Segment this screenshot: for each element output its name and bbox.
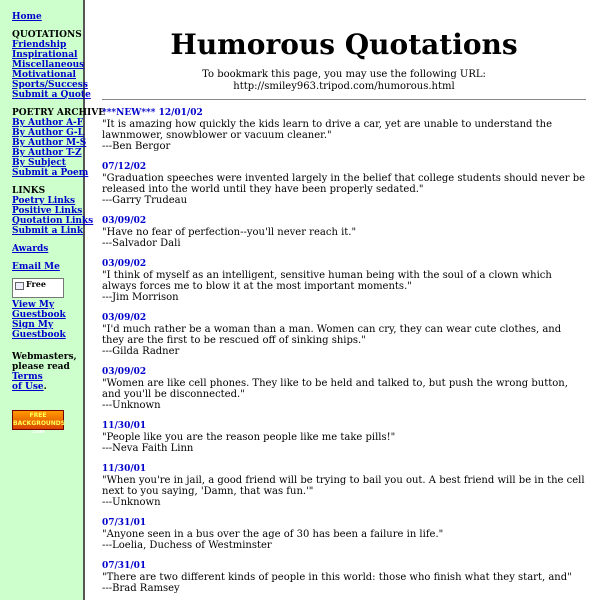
- terms-link-part-1[interactable]: Terms: [12, 372, 43, 382]
- sign-guestbook-link[interactable]: [12, 320, 83, 340]
- bookmark-url: http://smiley963.tripod.com/humorous.html: [233, 81, 455, 92]
- sidebar-link-by-subject[interactable]: By Subject: [12, 158, 66, 168]
- quote-entry: [102, 561, 586, 594]
- sidebar-link-author-g-l[interactable]: By Author G-L: [12, 128, 84, 138]
- quote-author: ---Loelia, Duchess of Westminster: [102, 540, 272, 551]
- quote-date: 03/09/02: [102, 259, 147, 269]
- quote-date: 11/30/01: [102, 464, 147, 474]
- webmasters-label: Webmasters,: [12, 352, 77, 362]
- please-read-label: please read: [12, 362, 70, 372]
- quote-date: 07/12/02: [102, 162, 147, 172]
- guestbook-icon: [15, 282, 24, 290]
- quote-author: ---Unknown: [102, 497, 161, 508]
- quote-author: ---Brad Ramsey: [102, 583, 180, 594]
- quote-text: "When you're in jail, a good friend will be trying to bail you out. A best friend will be in the cell next to you saying, 'Damn, that was fun.'": [102, 475, 585, 497]
- sidebar-link-sports-success[interactable]: Sports/Success: [12, 80, 88, 90]
- webmasters-period: .: [43, 382, 47, 392]
- quote-date: 03/09/02: [102, 367, 147, 377]
- quote-date: 03/09/02: [102, 216, 147, 226]
- terms-link-part-2[interactable]: of Use: [12, 382, 44, 392]
- sign-guestbook-label-1: Sign My: [12, 320, 54, 330]
- quote-text: "I think of myself as an intelligent, sensitive human being with the soul of a clown which always forces me to blow it at the most important moments.": [102, 270, 552, 292]
- sidebar-link-email[interactable]: Email Me: [12, 262, 60, 272]
- quote-entry: [102, 421, 586, 454]
- quote-text: "There are two different kinds of people in this world: those who finish what they start, and": [102, 572, 572, 583]
- quote-entry: [102, 216, 586, 249]
- sidebar-heading-links: LINKS: [12, 186, 46, 196]
- view-guestbook-label-2: Guestbook: [12, 310, 66, 320]
- quote-text: "I'd much rather be a woman than a man. Women can cry, they can wear cute clothes, and they are the first to be rescued off of sinking ships.": [102, 324, 562, 346]
- quote-author: ---Garry Trudeau: [102, 195, 188, 206]
- sidebar-link-awards[interactable]: Awards: [12, 244, 49, 254]
- quote-text: "Graduation speeches were invented largely in the belief that college students should never be released into the world until they have been properly sedated.": [102, 173, 586, 195]
- quote-entry: [102, 367, 586, 411]
- sidebar-link-submit-poem[interactable]: Submit a Poem: [12, 168, 89, 178]
- quote-entry: [102, 518, 586, 551]
- quote-entry: [102, 162, 586, 206]
- quote-text: "Anyone seen in a bus over the age of 30 has been a failure in life.": [102, 529, 444, 540]
- banner-top-text: FREE BACKGROUNDS: [13, 412, 66, 427]
- quote-author: ---Unknown: [102, 400, 161, 411]
- quote-date: 07/31/01: [102, 561, 147, 571]
- quote-entry: [102, 464, 586, 508]
- sign-guestbook-label-2: Guestbook: [12, 330, 66, 340]
- quote-date: 03/09/02: [102, 313, 147, 323]
- sidebar: [0, 0, 106, 600]
- banner-bottom-text: .com: [31, 429, 45, 435]
- quote-date-value: 12/01/02: [158, 108, 203, 118]
- sidebar-heading-quotations: QUOTATIONS: [12, 30, 82, 40]
- new-badge: ***NEW***: [102, 108, 159, 118]
- sidebar-heading-poetry: POETRY ARCHIVE: [12, 108, 106, 118]
- sidebar-link-submit-quote[interactable]: Submit a Quote: [12, 90, 91, 100]
- quote-author: ---Salvador Dali: [102, 238, 181, 249]
- bookmark-note: [102, 69, 586, 93]
- divider: [102, 99, 586, 100]
- view-guestbook-link[interactable]: [12, 300, 83, 320]
- bookmark-line: To bookmark this page, you may use the following URL:: [202, 69, 486, 80]
- sidebar-link-motivational[interactable]: Motivational: [12, 70, 76, 80]
- quote-text: "People like you are the reason people like me take pills!": [102, 432, 396, 443]
- quote-date: 11/30/01: [102, 421, 147, 431]
- sidebar-link-author-t-z[interactable]: By Author T-Z: [12, 148, 82, 158]
- sidebar-link-inspirational[interactable]: Inspirational: [12, 50, 78, 60]
- sidebar-link-quotation-links[interactable]: Quotation Links: [12, 216, 94, 226]
- sidebar-link-author-m-s[interactable]: By Author M-S: [12, 138, 87, 148]
- quote-author: ---Ben Bergor: [102, 141, 171, 152]
- sidebar-link-positive-links[interactable]: Positive Links: [12, 206, 83, 216]
- quote-date: 07/31/01: [102, 518, 147, 528]
- page-title: Humorous Quotations: [170, 28, 518, 61]
- quote-text: "It is amazing how quickly the kids learn to drive a car, yet are unable to understand the lawnmower, snowblower or vacuum cleaner.": [102, 119, 553, 141]
- quote-text: "Have no fear of perfection--you'll never reach it.": [102, 227, 357, 238]
- quote-author: ---Neva Faith Linn: [102, 443, 194, 454]
- free-guestbook-label: Free: [26, 279, 46, 289]
- view-guestbook-label-1: View My: [12, 300, 55, 310]
- free-guestbook-button[interactable]: [12, 278, 64, 298]
- sidebar-link-author-a-f[interactable]: By Author A-F: [12, 118, 84, 128]
- sidebar-link-submit-link[interactable]: Submit a Link: [12, 226, 84, 236]
- quote-entry: [102, 108, 586, 152]
- sidebar-link-home[interactable]: Home: [12, 12, 42, 22]
- quote-author: ---Jim Morrison: [102, 292, 179, 303]
- quote-date: [102, 108, 586, 119]
- sidebar-link-miscellaneous[interactable]: Miscellaneous: [12, 60, 85, 70]
- sidebar-link-friendship[interactable]: Friendship: [12, 40, 67, 50]
- quote-author: ---Gilda Radner: [102, 346, 180, 357]
- quote-entry: [102, 313, 586, 357]
- sidebar-link-poetry-links[interactable]: Poetry Links: [12, 196, 76, 206]
- free-backgrounds-banner[interactable]: [12, 410, 66, 435]
- quote-text: "Women are like cell phones. They like to be held and talked to, but push the wrong button, and you'll be disconnected.": [102, 378, 568, 400]
- main-content: [102, 22, 586, 604]
- quote-entry: [102, 259, 586, 303]
- webmasters-note: [12, 352, 92, 392]
